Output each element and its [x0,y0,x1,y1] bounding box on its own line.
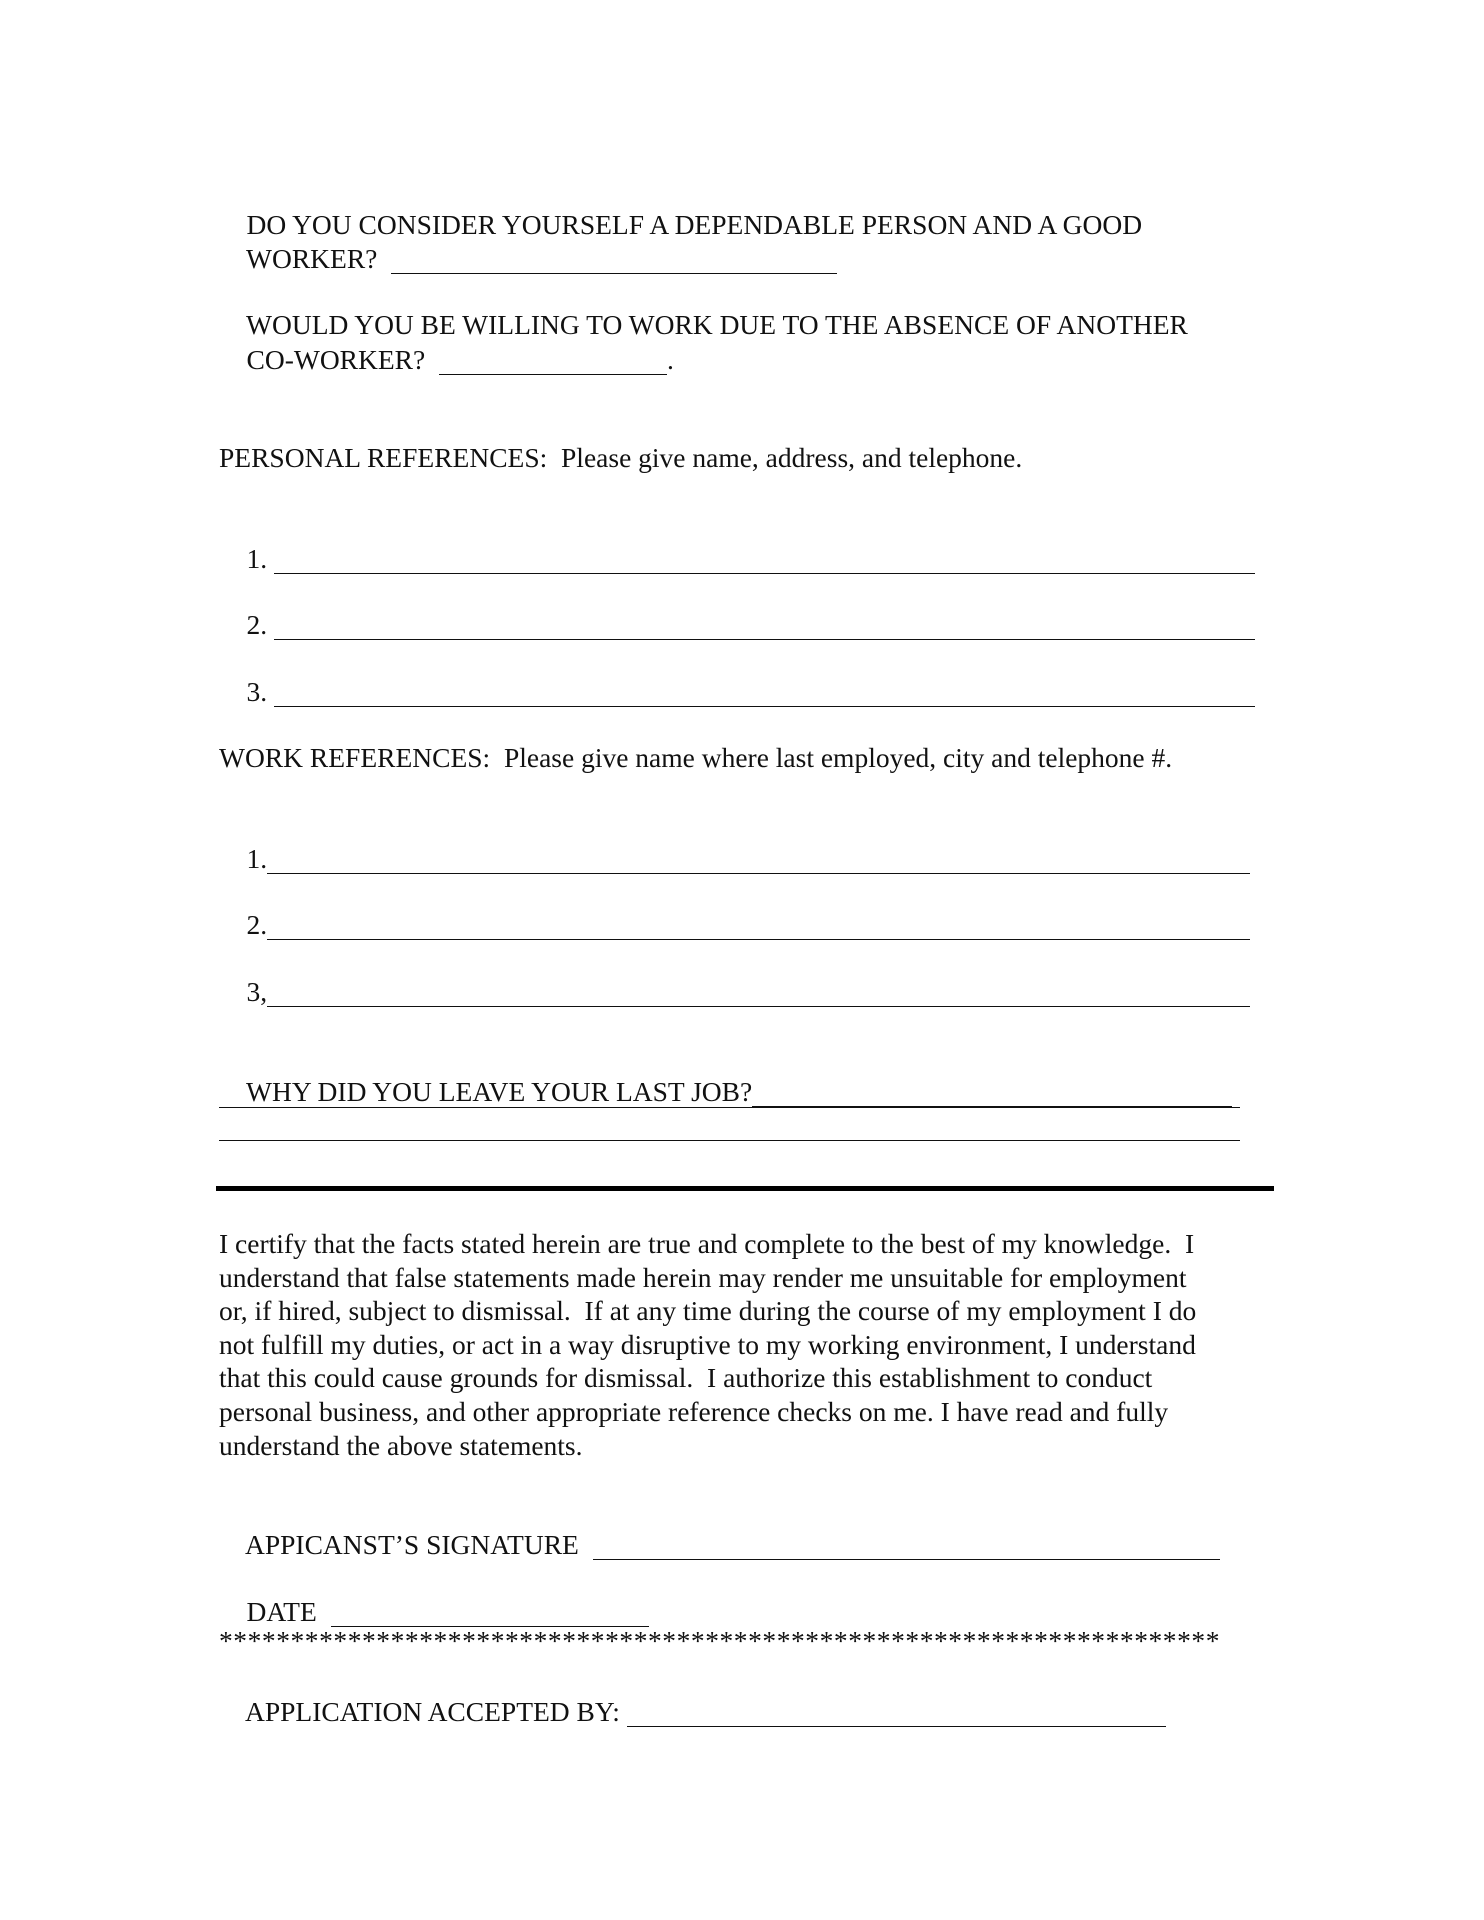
accepted-label: APPLICATION ACCEPTED BY: [244,1696,620,1727]
willing-question-line2: CO-WORKER? . [246,344,674,375]
work-reference-1-field[interactable] [267,846,1250,874]
signature-field[interactable] [593,1532,1220,1560]
last-job-answer-line-3[interactable] [219,1140,1240,1141]
dependable-answer-field[interactable] [391,246,837,274]
certification-line: I certify that the facts stated herein are true and complete to the best of my knowledge. I [219,1228,1195,1259]
work-reference-3-field[interactable] [267,979,1250,1007]
certification-line: understand that false statements made herein may render me unsuitable for employment [219,1261,1187,1293]
certification-line: that this could cause grounds for dismissal. I authorize this establishment to conduct [219,1362,1153,1394]
dependable-question-line1: DO YOU CONSIDER YOURSELF A DEPENDABLE PERSON AND A GOOD [246,209,1143,240]
personal-reference-2: 2. [219,574,1255,676]
work-references-heading: WORK REFERENCES: Please give name where last employed, city and telephone #. [219,742,1173,773]
certification-line: understand the above statements. [219,1429,583,1461]
personal-references-heading: PERSONAL REFERENCES: Please give name, address, and telephone. [219,442,1023,473]
certification-paragraph [219,1227,1289,1462]
certification-line: personal business, and other appropriate reference checks on me. I have read and fully [219,1395,1169,1427]
dependable-question-line2: WORKER? [219,208,837,310]
last-job-answer-field[interactable] [752,1079,1232,1107]
work-reference-3: 3, [219,941,1250,1043]
section-divider [216,1186,1274,1191]
accepted-by-field[interactable] [627,1699,1166,1727]
certification-line: or, if hired, subject to dismissal. If at any time during the course of my employment I do [219,1295,1197,1327]
personal-reference-1: 1. [219,508,1255,610]
last-job-question: WHY DID YOU LEAVE YOUR LAST JOB? [219,1041,1232,1143]
willing-answer-field[interactable] [439,347,667,375]
work-reference-2-field[interactable] [267,912,1250,940]
star-divider: ********************************************************************** [219,1625,1220,1656]
work-reference-2: 2. [219,874,1250,976]
date-field[interactable] [331,1599,649,1627]
signature-label: APPICANST’S SIGNATURE [244,1529,579,1560]
personal-reference-3-field[interactable] [274,679,1255,707]
certification-line: not fulfill my duties, or act in a way disruptive to my working environment, I understand [219,1328,1196,1360]
personal-reference-1-field[interactable] [274,546,1255,574]
personal-reference-3: 3. [219,641,1255,743]
work-reference-1: 1. [219,808,1250,910]
accepted-row [219,1661,1166,1763]
willing-question-line1: WOULD YOU BE WILLING TO WORK DUE TO THE ABSENCE OF ANOTHER [246,309,1188,340]
personal-reference-2-field[interactable] [274,612,1255,640]
last-job-answer-line-2[interactable] [219,1107,1240,1108]
date-label: DATE [246,1596,317,1627]
